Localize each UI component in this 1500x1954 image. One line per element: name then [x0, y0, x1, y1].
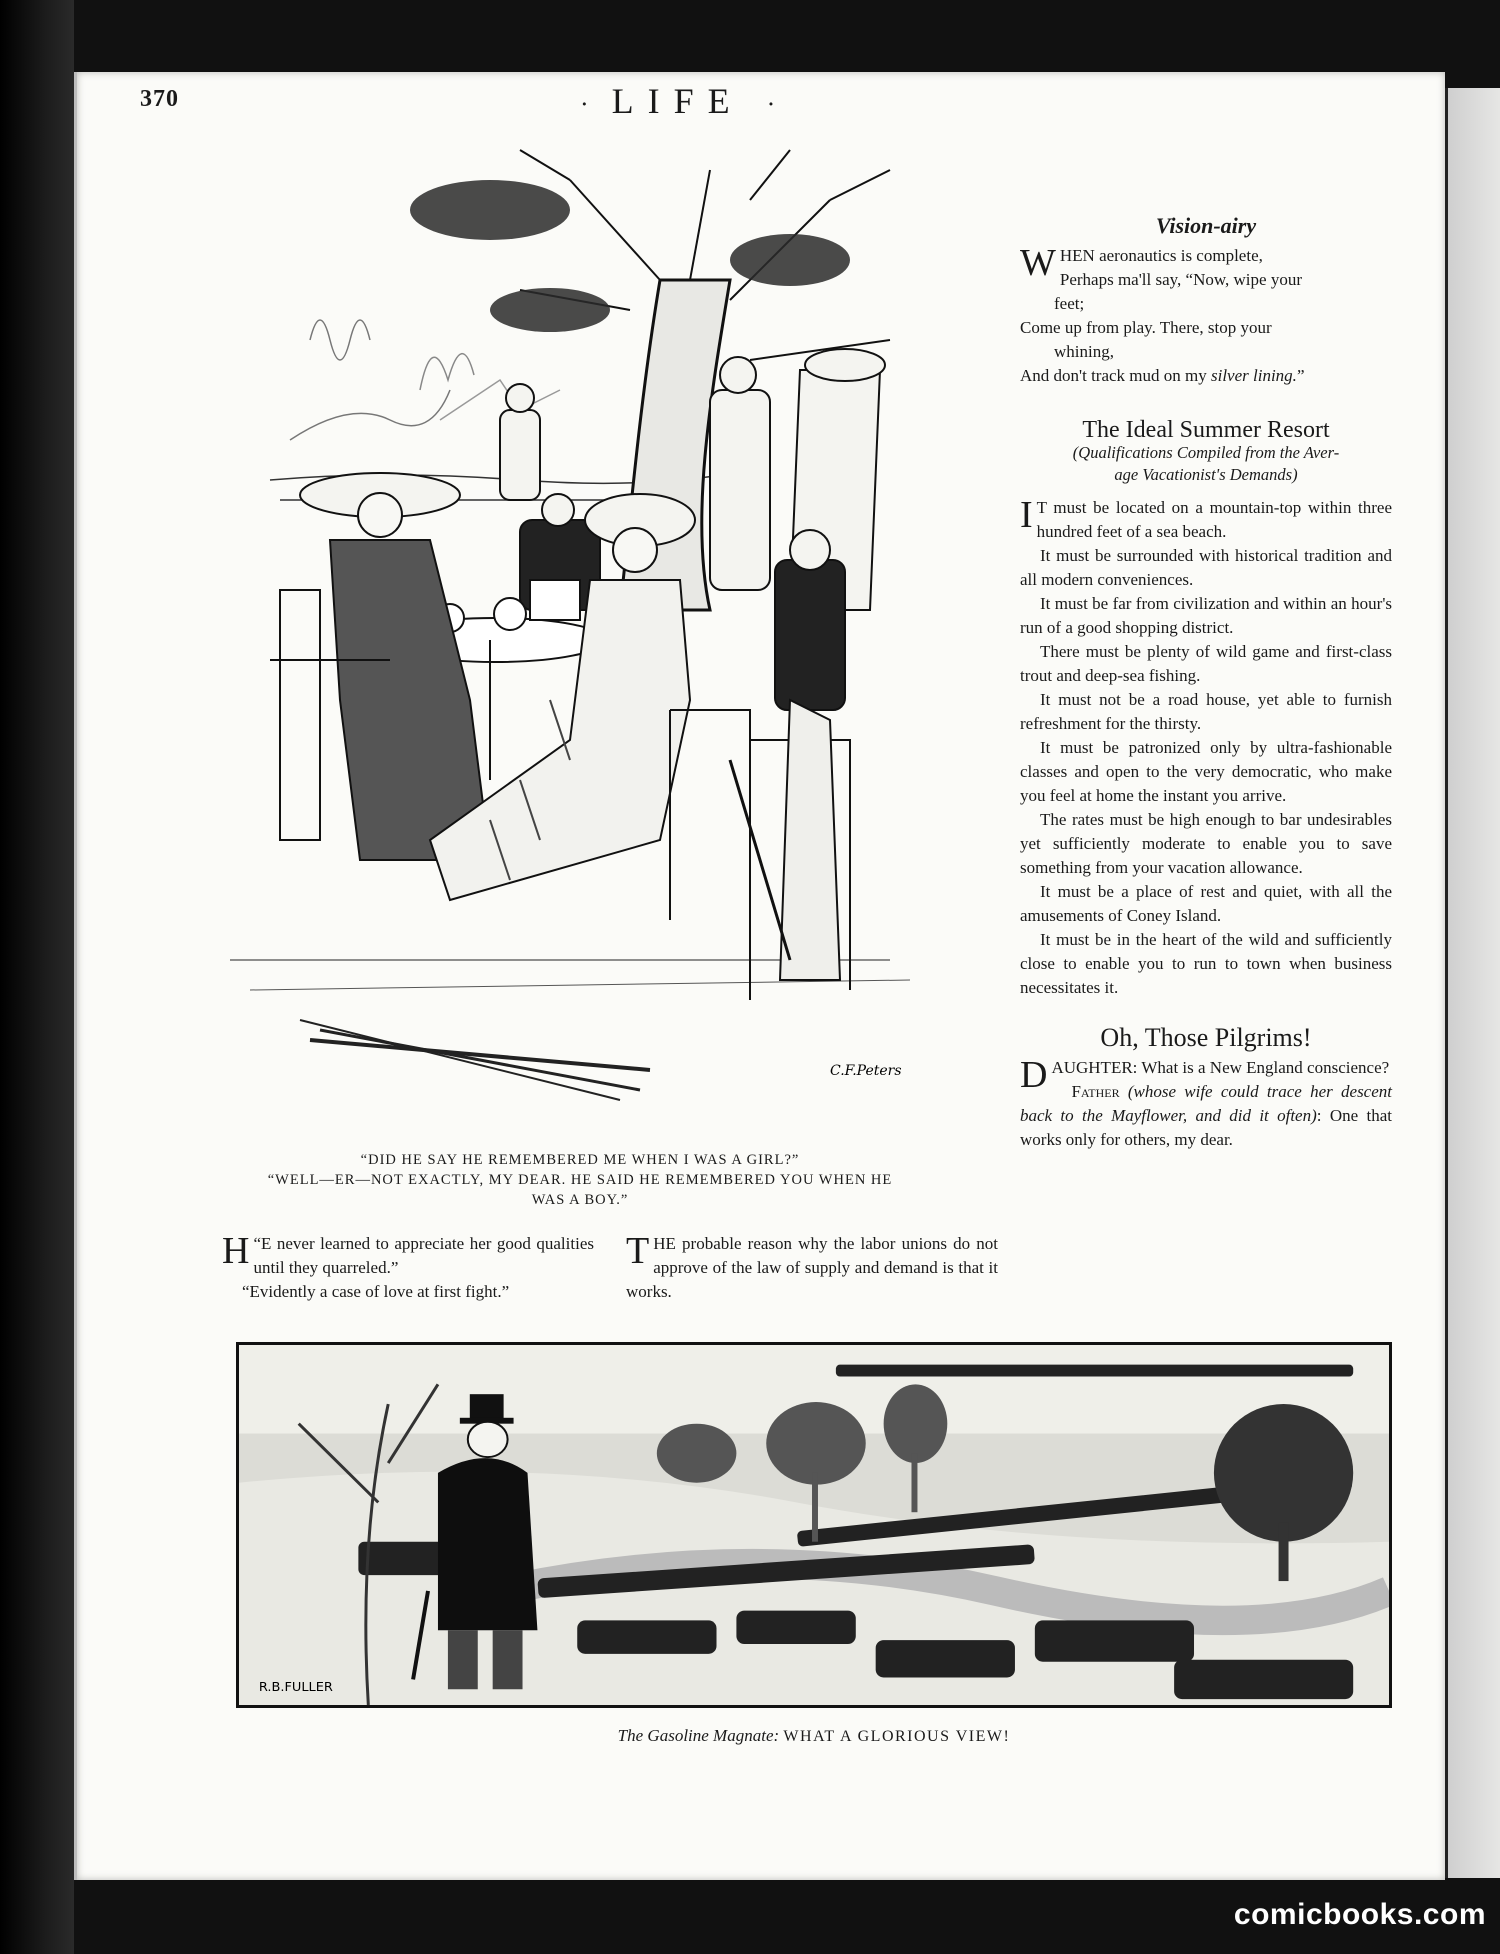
facing-page-edge — [1444, 88, 1500, 1878]
poem-line-last — [1020, 364, 1392, 388]
poem-line: Come up from play. There, stop your — [1020, 318, 1272, 337]
magnate-caption — [236, 1726, 1392, 1746]
poem-line: whining, — [1054, 342, 1114, 361]
father-label: Father — [1071, 1082, 1120, 1101]
caption-line-2: “WELL—ER—NOT EXACTLY, MY DEAR. HE SAID HE REMEMBERED YOU WHEN HE — [267, 1172, 893, 1188]
subtitle-line-2: age Vacationist's Demands) — [1114, 465, 1298, 484]
caption-line-3: WAS A BOY.” — [531, 1192, 629, 1208]
quip-reply: “Evidently a case of love at first fight.” — [242, 1282, 510, 1301]
caption-line-1: “DID HE SAY HE REMEMBERED ME WHEN I WAS A GIRL?” — [360, 1152, 800, 1168]
quip-dropcap: H — [222, 1230, 250, 1272]
right-column — [1020, 214, 1392, 1152]
ideal-resort-subtitle — [1020, 442, 1392, 486]
tea-party-illustration — [190, 140, 950, 1140]
quip-text: E never learned to appreciate her good qualities until they quarreled.” — [253, 1234, 594, 1277]
tea-party-signature: C.F.Peters — [830, 1063, 902, 1079]
masthead-dot-right: · — [766, 89, 776, 119]
caption-italic: The Gasoline Magnate: — [617, 1726, 780, 1745]
father-aside: (whose wife could trace her descent back to the Mayflower, and did it often) — [1020, 1082, 1392, 1125]
quip-dropcap: T — [626, 1230, 650, 1272]
masthead — [580, 80, 775, 122]
resort-paragraph: The rates must be high enough to bar undesirables yet sufficiently moderate to enable you to save something from your vacation allowance. — [1020, 810, 1392, 877]
resort-paragraph: It must be surrounded with historical tradition and all modern conveniences. — [1020, 546, 1392, 589]
quip-quarreled — [222, 1232, 594, 1304]
resort-paragraph: It must be a place of rest and quiet, with all the amusements of Coney Island. — [1020, 882, 1392, 925]
poem-close-quote: ” — [1296, 366, 1305, 385]
poem-line-text: And don't track mud on my — [1020, 366, 1207, 385]
tea-party-caption — [200, 1150, 960, 1210]
caption-caps: WHAT A GLORIOUS VIEW! — [783, 1728, 1011, 1745]
pilgrims-dropcap: D — [1020, 1054, 1048, 1096]
masthead-dot-left: · — [580, 89, 589, 119]
resort-paragraph: It must not be a road house, yet able to furnish refreshment for the thirsty. — [1020, 690, 1392, 733]
resort-dropcap: I — [1020, 494, 1033, 536]
page-number: 370 — [140, 86, 179, 112]
resort-paragraph: It must be in the heart of the wild and sufficiently close to enable you to run to town when business necessitates it. — [1020, 930, 1392, 997]
ideal-resort-title: The Ideal Summer Resort — [1082, 417, 1330, 443]
daughter-label: AUGHTER: — [1051, 1058, 1138, 1077]
father-text: : One that works only for others, my dear. — [1020, 1106, 1392, 1149]
masthead-title: LIFE — [611, 81, 744, 121]
quip-open-quote: “ — [253, 1234, 261, 1253]
poem-line-italic: silver lining. — [1210, 366, 1297, 385]
vision-airy-title: Vision-airy — [1155, 213, 1257, 238]
vision-airy-poem — [1020, 244, 1392, 388]
gasoline-magnate-illustration — [236, 1342, 1392, 1708]
quip-text: HE probable reason why the labor unions do not approve of the law of supply and demand is that it works. — [626, 1234, 998, 1301]
vision-airy-dropcap: W — [1020, 242, 1056, 284]
poem-line: Perhaps ma'll say, “Now, wipe your — [1059, 270, 1302, 289]
magnate-signature: R.B.FULLER — [258, 1680, 333, 1696]
poem-line: feet; — [1054, 294, 1085, 313]
quip-labor — [626, 1232, 998, 1304]
daughter-text: What is a New England conscience? — [1141, 1058, 1390, 1077]
pilgrims-father — [1020, 1080, 1392, 1152]
resort-paragraph: It must be patronized only by ultra-fashionable classes and open to the very democratic, who make you feel at home the instant you arrive. — [1020, 738, 1392, 805]
subtitle-line-1: (Qualifications Compiled from the Aver- — [1072, 443, 1340, 462]
resort-paragraph-text: T must be located on a mountain-top within three hundred feet of a sea beach. — [1036, 498, 1392, 541]
poem-line: HEN aeronautics is complete, — [1059, 246, 1263, 265]
resort-paragraph: There must be plenty of wild game and first-class trout and deep-sea fishing. — [1020, 642, 1392, 685]
resort-paragraph — [1020, 496, 1392, 544]
pilgrims-title: Oh, Those Pilgrims! — [1100, 1023, 1312, 1052]
resort-paragraph: It must be far from civilization and within an hour's run of a good shopping district. — [1020, 594, 1392, 637]
scan-border — [0, 0, 74, 1954]
site-watermark: comicbooks.com — [1233, 1898, 1486, 1931]
